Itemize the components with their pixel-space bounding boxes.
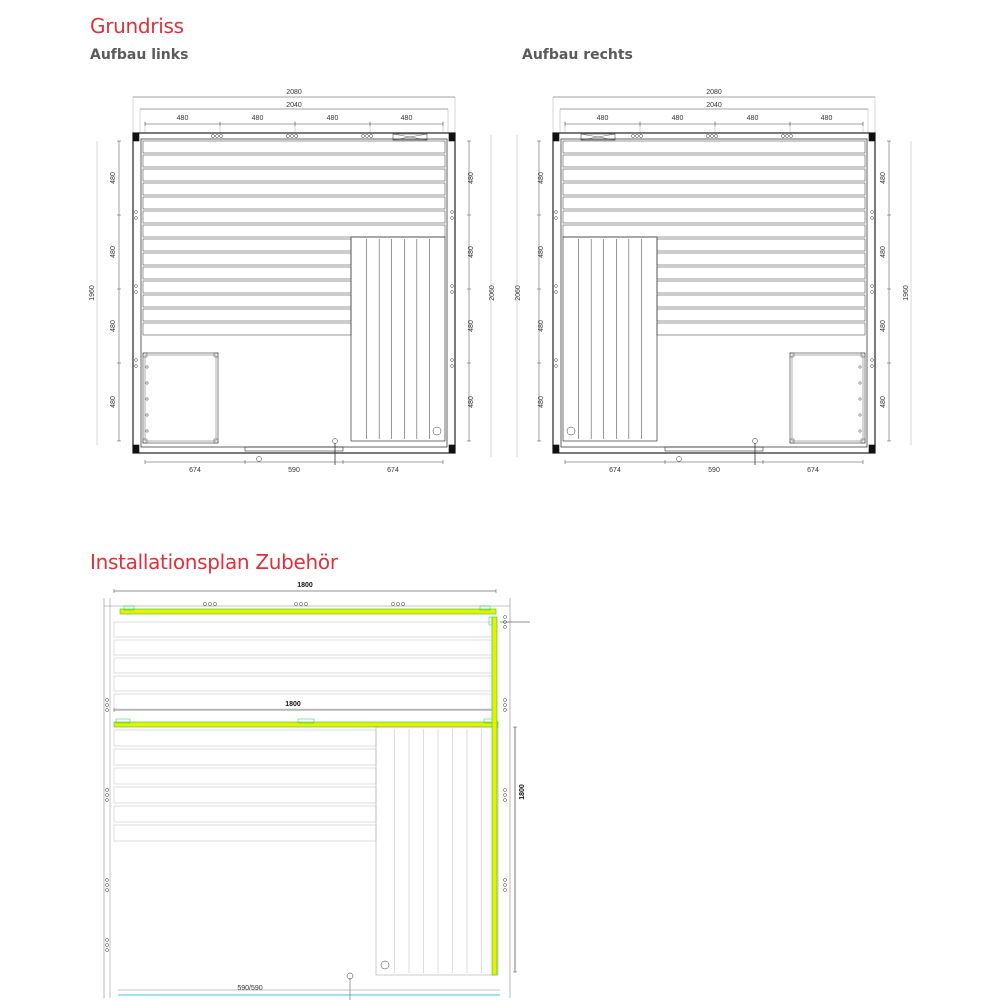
upper-bench-slat (563, 141, 865, 153)
upper-bench-slat (143, 169, 445, 181)
screw-hole (135, 291, 138, 294)
dimension-module: 480 (176, 115, 189, 122)
screw-hole (216, 135, 219, 138)
screw-hole (636, 135, 639, 138)
door-label: 590/590 (237, 985, 263, 992)
dimension-module: 480 (880, 320, 887, 332)
screw-hole (504, 709, 507, 712)
door-frame (245, 447, 343, 451)
screw-hole (790, 135, 793, 138)
screw-hole (504, 794, 507, 797)
screw-hole (451, 291, 454, 294)
screw-hole (451, 359, 454, 362)
dimension-module: 480 (110, 246, 117, 258)
dimension-module: 480 (880, 246, 887, 258)
screw-hole (106, 879, 109, 882)
corner-post (869, 445, 875, 453)
upper-bench-slat (563, 197, 865, 209)
corner-post (133, 133, 139, 141)
lower-bench-slat (143, 281, 351, 293)
dimension-side-panel: 674 (807, 467, 819, 474)
upper-bench-slat (114, 694, 492, 709)
upper-bench-slat (143, 197, 445, 209)
screw-hole (555, 359, 558, 362)
aufbau-rechts-label: Aufbau rechts (522, 47, 633, 63)
screw-hole (146, 398, 148, 400)
screw-hole (106, 884, 109, 887)
dimension-module: 480 (538, 320, 545, 332)
grundriss-heading: Grundriss (90, 14, 184, 38)
dimension-module: 480 (880, 172, 887, 184)
upper-bench-slat (143, 155, 445, 167)
side-rail-yellow (492, 617, 497, 975)
installationsplan-heading: Installationsplan Zubehör (90, 550, 338, 574)
dimension-middle: 1800 (285, 701, 301, 708)
screw-hole (504, 884, 507, 887)
dimension-outer-depth: 2060 (489, 285, 496, 301)
screw-hole (504, 704, 507, 707)
screw-hole (401, 602, 404, 605)
screw-hole (135, 285, 138, 288)
dimension-module: 480 (671, 115, 684, 122)
corner-post (553, 445, 559, 453)
screw-hole (135, 365, 138, 368)
screw-hole (135, 217, 138, 220)
dimension-module: 480 (538, 172, 545, 184)
corner-post (449, 133, 455, 141)
upper-bench-slat (143, 211, 445, 223)
screw-hole (295, 135, 298, 138)
dimension-side-panel: 674 (387, 467, 399, 474)
aufbau-links-label: Aufbau links (90, 47, 189, 63)
dimension-total-width: 2080 (286, 89, 302, 96)
lower-bench-slat (143, 253, 351, 265)
screw-hole (782, 135, 785, 138)
upper-bench-slat (563, 183, 865, 195)
screw-hole (504, 626, 507, 629)
dimension-module: 480 (596, 115, 609, 122)
lower-bench-slat (143, 295, 351, 307)
corner-post (869, 133, 875, 141)
screw-hole (370, 135, 373, 138)
lower-bench-slat (657, 239, 865, 251)
screw-hole (304, 602, 307, 605)
screw-hole (859, 430, 861, 432)
screw-hole (555, 217, 558, 220)
screw-hole (396, 602, 399, 605)
screw-hole (859, 398, 861, 400)
screw-hole (213, 602, 216, 605)
dimension-side: 1800 (519, 784, 526, 800)
door-hinge (257, 457, 262, 462)
corner-post (449, 445, 455, 453)
screw-hole (859, 414, 861, 416)
screw-hole (362, 135, 365, 138)
door-frame (665, 447, 763, 451)
lower-bench-slat (657, 323, 865, 335)
screw-hole (504, 699, 507, 702)
upper-bench-slat (143, 141, 445, 153)
drain-icon (433, 427, 441, 435)
dimension-module: 480 (468, 246, 475, 258)
installation-plan (104, 582, 530, 1000)
dimension-module: 480 (746, 115, 759, 122)
screw-hole (871, 359, 874, 362)
screw-hole (859, 366, 861, 368)
screw-hole (504, 879, 507, 882)
screw-hole (135, 359, 138, 362)
screw-hole (786, 135, 789, 138)
dimension-door: 590 (708, 467, 720, 474)
dimension-module: 480 (468, 396, 475, 408)
screw-hole (106, 799, 109, 802)
corner-post (133, 445, 139, 453)
screw-hole (555, 291, 558, 294)
dimension-module: 480 (538, 396, 545, 408)
screw-hole (555, 365, 558, 368)
lower-bench-slat (143, 239, 351, 251)
screw-hole (555, 285, 558, 288)
dimension-module: 480 (820, 115, 833, 122)
dimension-module: 480 (880, 396, 887, 408)
screw-hole (106, 944, 109, 947)
lower-bench-slat (657, 295, 865, 307)
floor-plan-left (89, 89, 496, 474)
screw-hole (871, 291, 874, 294)
upper-bench-slat (114, 658, 492, 673)
screw-hole (106, 939, 109, 942)
lower-bench-slat (657, 281, 865, 293)
screw-hole (640, 135, 643, 138)
screw-hole (504, 799, 507, 802)
upper-bench-slat (563, 155, 865, 167)
dimension-inner-width: 2040 (286, 102, 302, 109)
drain-icon (381, 961, 389, 969)
screw-hole (871, 211, 874, 214)
screw-hole (871, 217, 874, 220)
screw-hole (366, 135, 369, 138)
screw-hole (451, 217, 454, 220)
screw-hole (106, 889, 109, 892)
dimension-total-depth: 1960 (89, 285, 96, 301)
dimension-side-panel: 674 (189, 467, 201, 474)
screw-hole (220, 135, 223, 138)
screw-hole (451, 285, 454, 288)
stove (790, 353, 865, 443)
screw-hole (287, 135, 290, 138)
screw-hole (106, 699, 109, 702)
screw-hole (711, 135, 714, 138)
dimension-module: 480 (468, 320, 475, 332)
screw-hole (291, 135, 294, 138)
dimension-module: 480 (468, 172, 475, 184)
dimension-inner-width: 2040 (706, 102, 722, 109)
dimension-module: 480 (326, 115, 339, 122)
dimension-door: 590 (288, 467, 300, 474)
screw-hole (504, 616, 507, 619)
screw-hole (871, 285, 874, 288)
lower-bench-slat (114, 768, 376, 784)
screw-hole (208, 602, 211, 605)
screw-hole (106, 794, 109, 797)
screw-hole (106, 704, 109, 707)
screw-hole (106, 949, 109, 952)
upper-bench-slat (114, 640, 492, 655)
upper-bench-slat (143, 225, 445, 237)
lower-bench-slat (657, 253, 865, 265)
step-bench (351, 237, 445, 441)
door-handle-knob (333, 439, 338, 444)
stove (143, 353, 218, 443)
screw-hole (504, 789, 507, 792)
dimension-module: 480 (110, 172, 117, 184)
dimension-total-depth: 1960 (903, 285, 910, 301)
door-hinge (677, 457, 682, 462)
screw-hole (555, 211, 558, 214)
dimension-module: 480 (538, 246, 545, 258)
dimension-outer-depth: 2060 (515, 285, 522, 301)
screw-hole (146, 382, 148, 384)
upper-bench-slat (563, 169, 865, 181)
screw-hole (299, 602, 302, 605)
screw-hole (391, 602, 394, 605)
lower-bench-slat (114, 806, 376, 822)
dimension-module: 480 (400, 115, 413, 122)
lower-bench-slat (114, 787, 376, 803)
dimension-module: 480 (110, 320, 117, 332)
dimension-module: 480 (251, 115, 264, 122)
screw-hole (504, 889, 507, 892)
screw-hole (871, 365, 874, 368)
lower-bench-slat (657, 267, 865, 279)
dimension-side-panel: 674 (609, 467, 621, 474)
corner-post (553, 133, 559, 141)
lower-bench-slat (143, 309, 351, 321)
door-handle-knob (753, 439, 758, 444)
screw-hole (146, 366, 148, 368)
top-rail-yellow (120, 609, 496, 614)
lower-bench-slat (114, 749, 376, 765)
screw-hole (859, 382, 861, 384)
stove-inner (792, 355, 863, 441)
screw-hole (707, 135, 710, 138)
screw-hole (146, 414, 148, 416)
screw-hole (106, 709, 109, 712)
upper-bench-slat (563, 211, 865, 223)
screw-hole (146, 430, 148, 432)
screw-hole (715, 135, 718, 138)
dimension-total-width: 2080 (706, 89, 722, 96)
screw-hole (451, 211, 454, 214)
lower-bench-slat (143, 267, 351, 279)
lower-bench-slat (114, 825, 376, 841)
rail-bracket (489, 617, 492, 625)
screw-hole (203, 602, 206, 605)
screw-hole (294, 602, 297, 605)
upper-bench-slat (114, 676, 492, 691)
lower-bench-slat (114, 730, 376, 746)
stove-inner (145, 355, 216, 441)
dimension-module: 480 (110, 396, 117, 408)
screw-hole (632, 135, 635, 138)
drain-icon (567, 427, 575, 435)
dimension-top: 1800 (297, 582, 313, 589)
lower-bench-slat (143, 323, 351, 335)
upper-bench-slat (563, 225, 865, 237)
screw-hole (135, 211, 138, 214)
floor-plan-right (515, 89, 911, 474)
screw-hole (451, 365, 454, 368)
screw-hole (212, 135, 215, 138)
screw-hole (106, 789, 109, 792)
upper-bench-slat (114, 622, 492, 637)
step-bench (563, 237, 657, 441)
lower-bench-slat (657, 309, 865, 321)
upper-bench-slat (143, 183, 445, 195)
